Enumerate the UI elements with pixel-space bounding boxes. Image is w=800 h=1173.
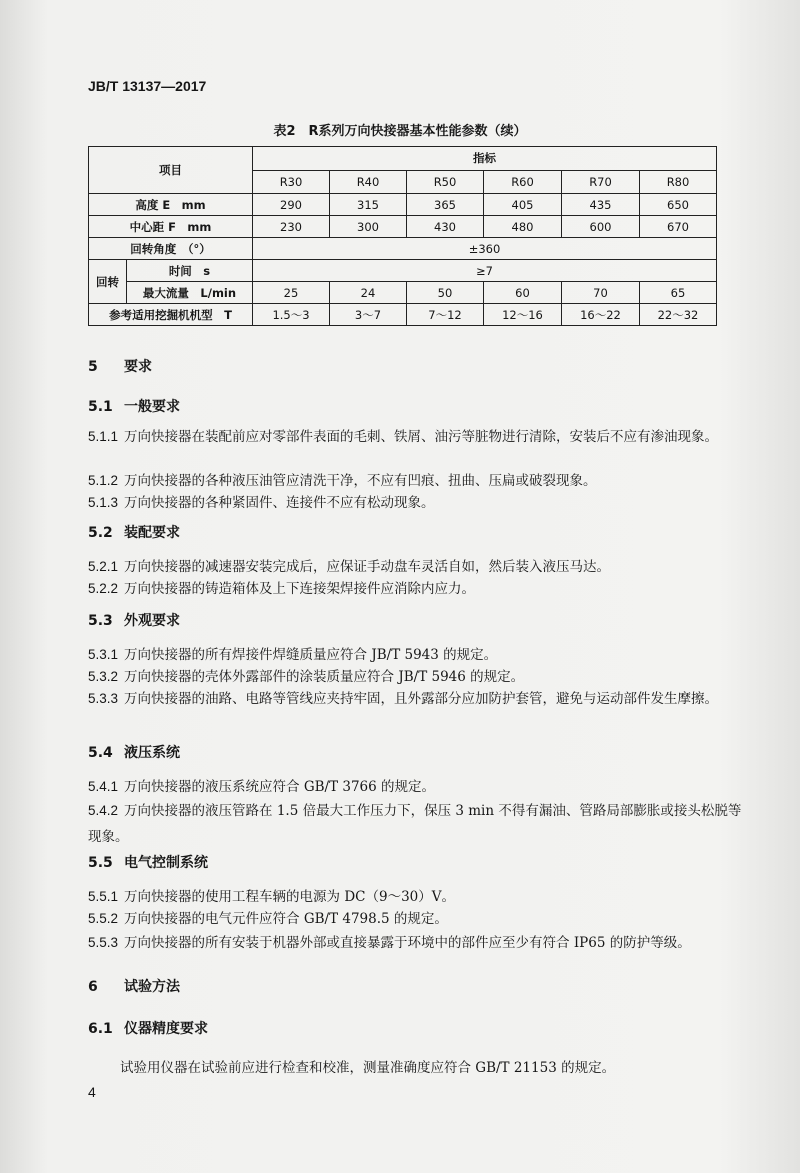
subsection-heading: 5.1 一般要求: [88, 399, 180, 415]
table-cell: ≥7: [253, 260, 717, 282]
page-number: 4: [88, 1084, 96, 1100]
model-cell: R30: [253, 170, 330, 194]
table-cell: 480: [484, 216, 562, 238]
document-code: JB/T 13137—2017: [88, 78, 207, 94]
table-cell: 65: [640, 282, 717, 304]
table-cell: 430: [407, 216, 484, 238]
header-indicator: 指标: [253, 147, 717, 171]
table-title: 表2 R系列万向快接器基本性能参数（续）: [273, 124, 527, 139]
table-cell: 230: [253, 216, 330, 238]
table-row: [89, 260, 717, 282]
clause: 5.1.2 万向快接器的各种液压油管应清洗干净，不应有凹痕、扭曲、压扁或破裂现象。: [88, 473, 597, 489]
table-row: [89, 238, 717, 260]
row-label: 参考适用挖掘机机型 T: [89, 304, 253, 326]
table-cell: 22～32: [640, 304, 717, 326]
table-cell: 12～16: [484, 304, 562, 326]
table-cell: 7～12: [407, 304, 484, 326]
row-label: 时间 s: [127, 260, 253, 282]
clause: 5.4.2 万向快接器的液压管路在 1.5 倍最大工作压力下，保压 3 min 不得有漏油、管路局部膨胀或接头松脱等现象。: [88, 803, 742, 845]
clause: 5.2.2 万向快接器的铸造箱体及上下连接架焊接件应消除内应力。: [88, 581, 476, 597]
model-cell: R40: [330, 170, 407, 194]
subsection-heading: 5.3 外观要求: [88, 613, 180, 629]
subsection-heading: 5.5 电气控制系统: [88, 855, 208, 871]
table-cell: 70: [562, 282, 640, 304]
table-cell: 670: [640, 216, 717, 238]
clause: 5.5.3 万向快接器的所有安装于机器外部或直接暴露于环境中的部件应至少有符合 IP65 的防护等级。: [88, 935, 691, 951]
clause: 5.4.1 万向快接器的液压系统应符合 GB/T 3766 的规定。: [88, 779, 436, 795]
table-row: [89, 194, 717, 216]
clause: 5.2.1 万向快接器的减速器安装完成后，应保证手动盘车灵活自如，然后装入液压马达。: [88, 559, 611, 575]
row-label: 最大流量 L/min: [127, 282, 253, 304]
model-cell: R70: [562, 170, 640, 194]
table-row: [89, 282, 717, 304]
table-row: [89, 216, 717, 238]
table-cell: 650: [640, 194, 717, 216]
table-cell: 3～7: [330, 304, 407, 326]
subsection-heading: 5.2 装配要求: [88, 525, 180, 541]
table-cell: 290: [253, 194, 330, 216]
row-label: 中心距 F mm: [89, 216, 253, 238]
section-heading: 6 试验方法: [88, 979, 180, 995]
table-cell: 24: [330, 282, 407, 304]
group-label: 回转: [89, 260, 127, 304]
row-label: 回转角度 （°）: [89, 238, 253, 260]
header-item: 项目: [89, 147, 253, 194]
table-cell: 315: [330, 194, 407, 216]
table-cell: 365: [407, 194, 484, 216]
parameter-table: [88, 146, 717, 326]
model-cell: R60: [484, 170, 562, 194]
model-cell: R50: [407, 170, 484, 194]
subsection-heading: 5.4 液压系统: [88, 745, 180, 761]
subsection-heading: 6.1 仪器精度要求: [88, 1021, 208, 1037]
clause: 5.1.1 万向快接器在装配前应对零部件表面的毛刺、铁屑、油污等脏物进行清除，安装后不应有渗油现象。: [88, 429, 719, 445]
clause: 5.3.2 万向快接器的壳体外露部件的涂装质量应符合 JB/T 5946 的规定。: [88, 669, 525, 685]
row-label: 高度 E mm: [89, 194, 253, 216]
table-cell: ±360: [253, 238, 717, 260]
table-cell: 405: [484, 194, 562, 216]
table-cell: 1.5～3: [253, 304, 330, 326]
clause: 5.5.1 万向快接器的使用工程车辆的电源为 DC（9～30）V。: [88, 889, 455, 905]
table-cell: 60: [484, 282, 562, 304]
table-header-row: [89, 147, 717, 171]
table-cell: 600: [562, 216, 640, 238]
clause: 5.3.3 万向快接器的油路、电路等管线应夹持牢固，且外露部分应加防护套管，避免与运动部件发生摩擦。: [88, 691, 719, 707]
table-row: [89, 304, 717, 326]
clause: 5.5.2 万向快接器的电气元件应符合 GB/T 4798.5 的规定。: [88, 911, 448, 927]
clause: 5.1.3 万向快接器的各种紧固件、连接件不应有松动现象。: [88, 495, 435, 511]
section-heading: 5 要求: [88, 359, 152, 375]
clause: 5.3.1 万向快接器的所有焊接件焊缝质量应符合 JB/T 5943 的规定。: [88, 647, 498, 663]
body-paragraph: 试验用仪器在试验前应进行检查和校准，测量准确度应符合 GB/T 21153 的规定。: [120, 1060, 616, 1076]
table-cell: 50: [407, 282, 484, 304]
table-cell: 300: [330, 216, 407, 238]
table-cell: 25: [253, 282, 330, 304]
model-cell: R80: [640, 170, 717, 194]
table-cell: 435: [562, 194, 640, 216]
table-cell: 16～22: [562, 304, 640, 326]
